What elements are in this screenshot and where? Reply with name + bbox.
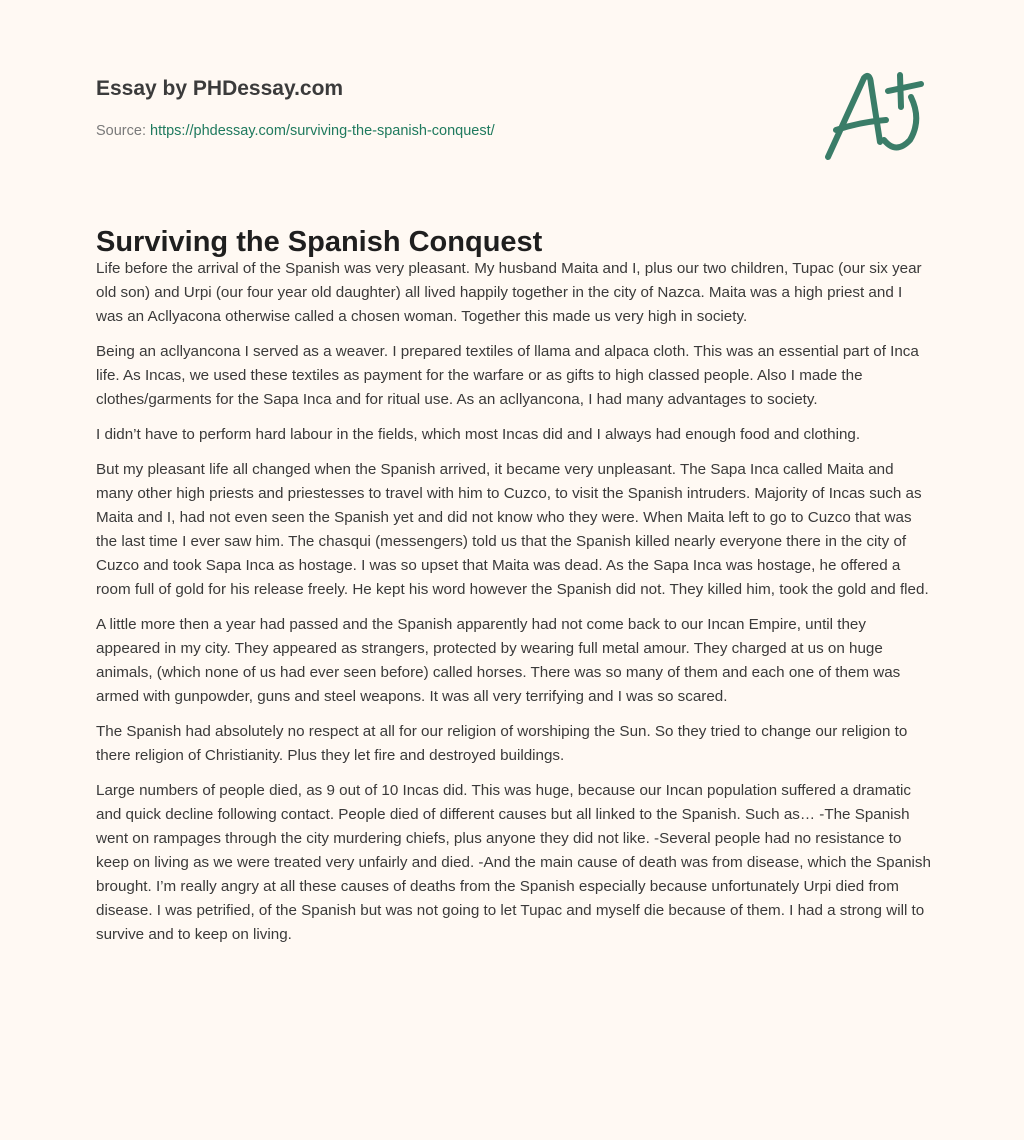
source-label: Source: xyxy=(96,123,150,139)
source-line xyxy=(96,123,495,139)
essay-paragraph: A little more then a year had passed and the Spanish apparently had not come back to our Incan Empire, until they appeared in my city. They appeared as strangers, protected by wearing full metal amour. They charged at us on huge animals, (which none of us had ever seen before) called horses. There was so many of them and each one of them was armed with gunpowder, guns and steel weapons. It was all very terrifying and I was so scared. xyxy=(96,616,901,705)
essay-title: Surviving the Spanish Conquest xyxy=(96,226,543,258)
site-title: Essay by PHDessay.com xyxy=(96,77,344,100)
essay-paragraph: The Spanish had absolutely no respect at all for our religion of worshiping the Sun. So they tried to change our religion to there religion of Christianity. Plus they let fire and destroyed buildings. xyxy=(96,723,908,764)
essay-paragraph: Life before the arrival of the Spanish was very pleasant. My husband Maita and I, plus our two children, Tupac (our six year old son) and Urpi (our four year old daughter) all lived happily together in the city of Nazca. Maita was a high priest and I was an Acllyacona otherwise called a chosen woman. Together this made us very high in society. xyxy=(96,260,922,325)
essay-paragraph: I didn’t have to perform hard labour in the fields, which most Incas did and I always had enough food and clothing. xyxy=(96,426,861,443)
essay-body xyxy=(96,257,932,958)
source-link[interactable]: https://phdessay.com/surviving-the-spanish-conquest/ xyxy=(150,123,495,139)
a-plus-logo-icon xyxy=(800,60,950,170)
essay-paragraph: Large numbers of people died, as 9 out of 10 Incas did. This was huge, because our Incan population suffered a dramatic and quick decline following contact. People died of different causes but all linked to the Spanish. Such as… -The Spanish went on rampages through the city murdering chiefs, plus anyone they did not like. -Several people had no resistance to keep on living as we were treated very unfairly and died. -And the main cause of death was from disease, which the Spanish brought. I’m really angry at all these causes of deaths from the Spanish especially because unfortunately Urpi died from disease. I was petrified, of the Spanish but was not going to let Tupac and myself die because of them. I had a strong will to survive and to keep on living. xyxy=(96,782,931,943)
essay-paragraph: Being an acllyancona I served as a weaver. I prepared textiles of llama and alpaca cloth. This was an essential part of Inca life. As Incas, we used these textiles as payment for the warfare or as gifts to high classed people. Also I made the clothes/garments for the Sapa Inca and for ritual use. As an acllyancona, I had many advantages to society. xyxy=(96,343,919,408)
essay-paragraph: But my pleasant life all changed when the Spanish arrived, it became very unpleasant. The Sapa Inca called Maita and many other high priests and priestesses to travel with him to Cuzco, to visit the Spanish intruders. Majority of Incas such as Maita and I, had not even seen the Spanish yet and did not know who they were. When Maita left to go to Cuzco that was the last time I ever saw him. The chasqui (messengers) told us that the Spanish killed nearly everyone there in the city of Cuzco and took Sapa Inca as hostage. I was so upset that Maita was dead. As the Sapa Inca was hostage, he offered a room full of gold for his release freely. He kept his word however the Spanish did not. They killed him, took the gold and fled. xyxy=(96,461,929,598)
